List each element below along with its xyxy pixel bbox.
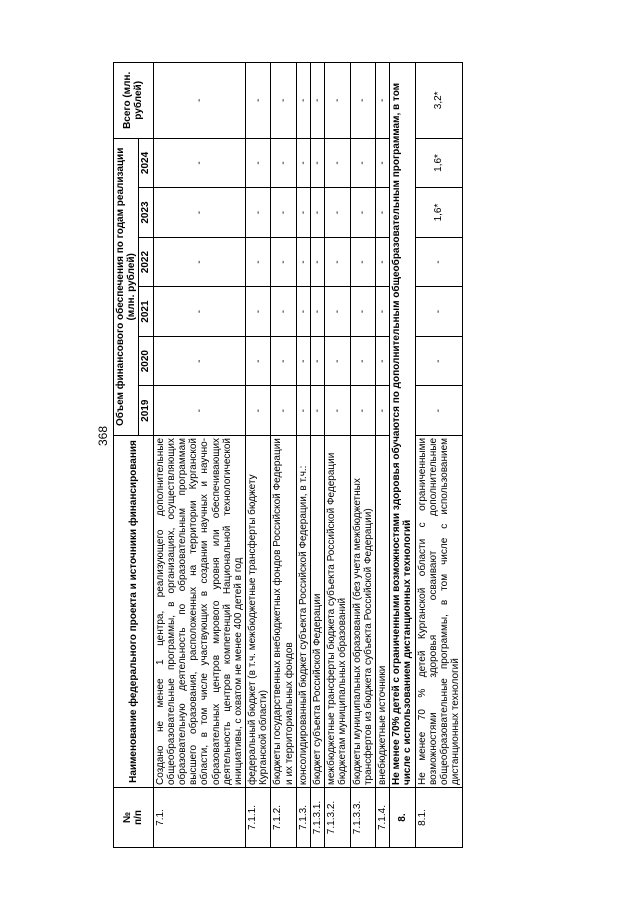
header-year: 2024 <box>139 138 153 188</box>
header-funding: Объем финансового обеспечения по годам реализации (млн. рублей) <box>114 138 139 435</box>
year-value: - <box>350 237 375 287</box>
table-row <box>350 63 375 848</box>
row-number: 7.1.3.2. <box>325 788 350 848</box>
year-value: - <box>246 188 271 238</box>
table-row <box>271 63 296 848</box>
year-value: - <box>325 188 350 238</box>
year-value: - <box>375 138 389 188</box>
funding-table <box>113 62 463 848</box>
row-name: Создано не менее 1 центра, реализующего дополнительные общеобразовательные программы, в организациях, осуществляющих образовательную деятельность по образовательным программам высшего образования, расположенных на территории Курганской области, в том числе участвующих в создании научных и научно-образовательных центров мирового уровня или обеспечивающих деятельность центров компетенций Национальной технологической инициативы, с охватом не менее 400 детей в год <box>153 435 246 787</box>
year-value: - <box>350 386 375 436</box>
row-name: бюджеты государственных внебюджетных фондов Российской Федерации и их территориальных фондов <box>271 435 296 787</box>
total-value: - <box>246 63 271 139</box>
year-value: - <box>415 287 463 337</box>
header-year: 2021 <box>139 287 153 337</box>
row-number: 7.1. <box>153 788 246 848</box>
year-value: - <box>271 237 296 287</box>
total-value: - <box>271 63 296 139</box>
year-value: - <box>296 237 310 287</box>
section-title: Не менее 70% детей с ограниченными возможностями здоровья обучаются по дополнительным общеобразовательным программам, в том числе с использованием дистанционных технологий <box>390 63 415 788</box>
row-name: бюджет субъекта Российской Федерации <box>311 435 325 787</box>
year-value: - <box>415 237 463 287</box>
table-row <box>375 63 389 848</box>
year-value: - <box>350 287 375 337</box>
year-value: - <box>153 188 246 238</box>
year-value: - <box>350 138 375 188</box>
header-no: № п/п <box>114 788 154 848</box>
year-value: - <box>271 138 296 188</box>
row-name: бюджеты муниципальных образований (без учета межбюджетных трансфертов из бюджета субъекта Российской Федерации) <box>350 435 375 787</box>
year-value: - <box>415 336 463 386</box>
year-value: - <box>296 188 310 238</box>
table-row <box>296 63 310 848</box>
year-value: - <box>311 287 325 337</box>
year-value: - <box>153 336 246 386</box>
year-value: - <box>153 237 246 287</box>
year-value: - <box>311 336 325 386</box>
row-number: 7.1.4. <box>375 788 389 848</box>
header-year: 2019 <box>139 386 153 436</box>
total-value: - <box>375 63 389 139</box>
year-value: - <box>375 336 389 386</box>
page-number: 368 <box>96 425 110 446</box>
year-value: - <box>375 237 389 287</box>
year-value: 1,6* <box>415 188 463 238</box>
section-row <box>390 63 415 848</box>
year-value: - <box>350 336 375 386</box>
table-row <box>153 63 246 848</box>
row-number: 7.1.3.1. <box>311 788 325 848</box>
year-value: - <box>325 138 350 188</box>
total-value: - <box>296 63 310 139</box>
year-value: - <box>246 287 271 337</box>
row-name: консолидированный бюджет субъекта Российской Федерации, в т.ч.: <box>296 435 310 787</box>
total-value: - <box>350 63 375 139</box>
total-value: - <box>311 63 325 139</box>
year-value: - <box>296 138 310 188</box>
year-value: - <box>246 138 271 188</box>
row-number: 7.1.1. <box>246 788 271 848</box>
row-name: Не менее 70 % детей Курганской области с ограниченными возможностями здоровья осваивают дополнительные общеобразовательные программы, в том числе с использованием дистанционных технологий <box>415 435 463 787</box>
year-value: - <box>311 138 325 188</box>
year-value: - <box>153 386 246 436</box>
total-value: - <box>153 63 246 139</box>
year-value: - <box>246 386 271 436</box>
year-value: - <box>246 336 271 386</box>
year-value: - <box>296 287 310 337</box>
row-number: 7.1.2. <box>271 788 296 848</box>
row-name: внебюджетные источники <box>375 435 389 787</box>
table-row <box>325 63 350 848</box>
year-value: - <box>271 336 296 386</box>
table-row <box>246 63 271 848</box>
header-name: Наименование федерального проекта и источники финансирования <box>114 435 154 787</box>
year-value: - <box>246 237 271 287</box>
table-row <box>415 63 463 848</box>
row-number: 7.1.3.3. <box>350 788 375 848</box>
year-value: - <box>325 386 350 436</box>
year-value: - <box>153 287 246 337</box>
row-name: межбюджетные трансферты бюджета субъекта Российской Федерации бюджетам муниципальных образований <box>325 435 350 787</box>
year-value: - <box>375 386 389 436</box>
header-total: Всего (млн. рублей) <box>114 63 154 139</box>
total-value: - <box>325 63 350 139</box>
year-value: - <box>375 188 389 238</box>
rotated-page <box>113 62 619 848</box>
year-value: - <box>296 386 310 436</box>
header-year: 2020 <box>139 336 153 386</box>
table-row <box>311 63 325 848</box>
total-value: 3,2* <box>415 63 463 139</box>
row-number: 8.1. <box>415 788 463 848</box>
year-value: - <box>325 336 350 386</box>
year-value: - <box>325 287 350 337</box>
year-value: - <box>311 188 325 238</box>
year-value: - <box>153 138 246 188</box>
year-value: - <box>415 386 463 436</box>
year-value: - <box>271 287 296 337</box>
year-value: - <box>311 386 325 436</box>
section-number: 8. <box>390 788 415 848</box>
row-number: 7.1.3. <box>296 788 310 848</box>
year-value: - <box>296 336 310 386</box>
header-year: 2022 <box>139 237 153 287</box>
year-value: - <box>325 237 350 287</box>
year-value: - <box>311 237 325 287</box>
year-value: - <box>350 188 375 238</box>
year-value: 1,6* <box>415 138 463 188</box>
year-value: - <box>375 287 389 337</box>
header-year: 2023 <box>139 188 153 238</box>
year-value: - <box>271 188 296 238</box>
row-name: федеральный бюджет (в т.ч. межбюджетные трансферты бюджету Курганской области) <box>246 435 271 787</box>
year-value: - <box>271 386 296 436</box>
